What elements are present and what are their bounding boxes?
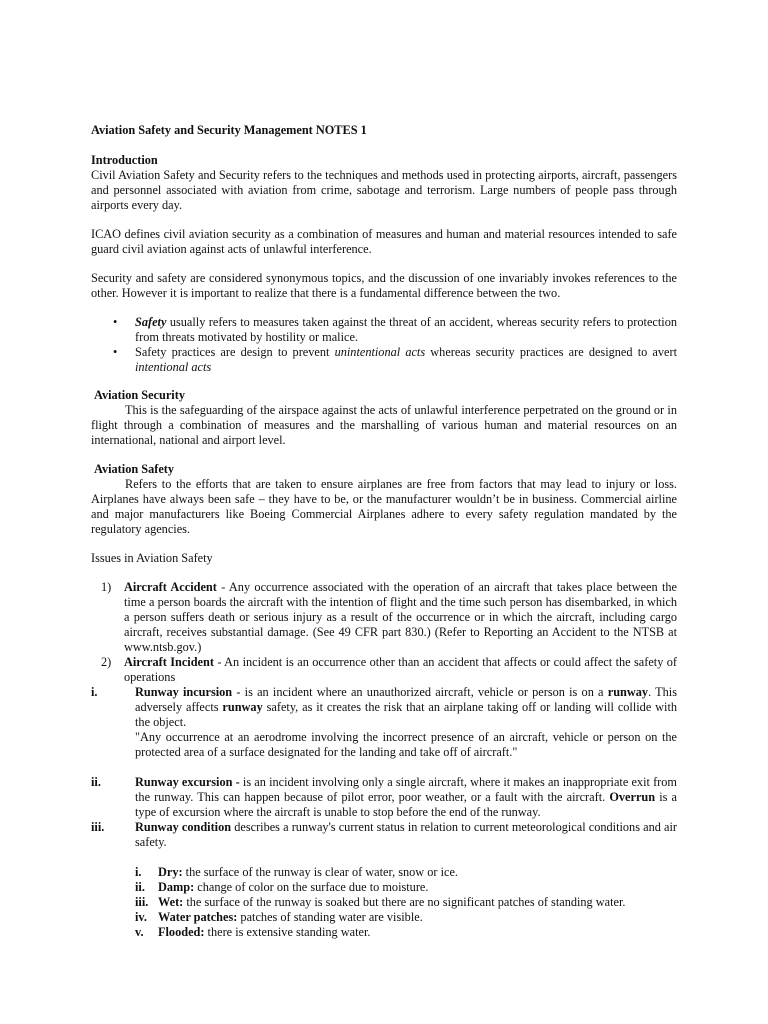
incident-number: iii. bbox=[91, 820, 105, 834]
incident-types-list bbox=[91, 685, 677, 850]
incident-quote: "Any occurrence at an aerodrome involving the incorrect presence of an aircraft, vehicle or person on the protected area of a surface designated for the landing and take off of aircraft." bbox=[135, 730, 677, 759]
incident-text: - is an incident where an unauthorized aircraft, vehicle or person is on a bbox=[232, 685, 608, 699]
incident-text: is an incident involving only a single aircraft, where it makes an inappropriate exit from the runway. This can happen because of pilot error, poor weather, or a fault with the aircraft. bbox=[135, 775, 677, 804]
bullet-text: Safety practices are design to prevent bbox=[135, 345, 335, 359]
incident-term: Runway incursion bbox=[135, 685, 233, 699]
condition-term: Dry: bbox=[158, 865, 183, 879]
incident-term: Runway condition bbox=[135, 820, 232, 834]
safety-paragraph: Refers to the efforts that are taken to ensure airplanes are free from factors that may lead to injury or loss. Airplanes have always been safe – they have to be, or the manufacturer wouldn’t be in business. Commercial airline and major manufacturers like Boeing Commercial Airplanes adhere to every safety regulation mandated by the regulatory agencies. bbox=[91, 477, 677, 536]
condition-text: change of color on the surface due to moisture. bbox=[194, 880, 429, 894]
issues-heading: Issues in Aviation Safety bbox=[91, 551, 213, 565]
bullet-term: Safety bbox=[135, 315, 167, 329]
incident-item bbox=[91, 685, 677, 760]
incident-bold: runway bbox=[222, 700, 263, 714]
document-body bbox=[91, 123, 677, 940]
bullet-item bbox=[91, 345, 677, 375]
bullet-emphasis: intentional acts bbox=[135, 360, 212, 374]
issue-text: - An incident is an occurrence other than an accident that affects or could affect the safety of operations bbox=[124, 655, 678, 684]
condition-item bbox=[91, 880, 677, 895]
condition-number: v. bbox=[135, 925, 144, 939]
condition-text: patches of standing water are visible. bbox=[237, 910, 423, 924]
issue-term: Aircraft Incident bbox=[124, 655, 214, 669]
intro-paragraph-1: Civil Aviation Safety and Security refers to the techniques and methods used in protecting airports, aircraft, passengers and personnel associated with aviation from crime, sabotage and terrorism. Large numbers of people pass through airports every day. bbox=[91, 168, 677, 212]
condition-item bbox=[91, 910, 677, 925]
condition-text: there is extensive standing water. bbox=[204, 925, 371, 939]
incident-term: Runway excursion - bbox=[135, 775, 240, 789]
security-heading: Aviation Security bbox=[94, 388, 185, 402]
bullet-text: usually refers to measures taken against the threat of an accident, whereas security refers to protection from threats motivated by hostility or malice. bbox=[135, 315, 677, 344]
condition-text: the surface of the runway is soaked but there are no significant patches of standing water. bbox=[183, 895, 626, 909]
issue-item bbox=[91, 655, 677, 685]
condition-term: Damp: bbox=[158, 880, 195, 894]
safety-heading: Aviation Safety bbox=[94, 462, 175, 476]
intro-heading: Introduction bbox=[91, 153, 158, 167]
issues-list bbox=[91, 580, 677, 685]
bullet-dot: • bbox=[113, 345, 118, 359]
issue-number: 2) bbox=[101, 655, 112, 669]
condition-item bbox=[91, 895, 677, 910]
incident-text: . This adversely affects bbox=[135, 685, 677, 714]
security-paragraph: This is the safeguarding of the airspace against the acts of unlawful interference perpetrated on the ground or in flight through a combination of measures and the marshalling of various human and material resources on an international, national and airport level. bbox=[91, 403, 677, 447]
condition-item bbox=[91, 865, 677, 880]
incident-bold: runway bbox=[607, 685, 649, 699]
intro-paragraph-3: Security and safety are considered synonymous topics, and the discussion of one invariably invokes references to the other. However it is important to realize that there is a fundamental difference between the two. bbox=[91, 271, 677, 300]
incident-number: i. bbox=[91, 685, 98, 699]
intro-paragraph-2: ICAO defines civil aviation security as a combination of measures and human and material resources intended to safe guard civil aviation against acts of unlawful interference. bbox=[91, 227, 677, 256]
incident-item bbox=[91, 820, 677, 850]
issue-term: Aircraft Accident bbox=[124, 580, 217, 594]
condition-text: the surface of the runway is clear of water, snow or ice. bbox=[182, 865, 458, 879]
incident-number: ii. bbox=[91, 775, 101, 789]
runway-conditions-list bbox=[91, 865, 677, 940]
issue-number: 1) bbox=[101, 580, 112, 594]
incident-text: is a type of excursion where the aircraft is unable to stop before the end of the runway. bbox=[135, 790, 677, 819]
incident-item bbox=[91, 775, 677, 820]
incident-text: describes a runway's current status in relation to current meteorological conditions and air safety. bbox=[135, 820, 677, 849]
condition-number: iv. bbox=[135, 910, 147, 924]
bullet-emphasis: unintentional acts bbox=[334, 345, 426, 359]
bullet-text: whereas security practices are designed to avert bbox=[425, 345, 677, 359]
bullet-dot: • bbox=[113, 315, 118, 329]
document-title: Aviation Safety and Security Management NOTES 1 bbox=[91, 123, 367, 137]
incident-bold: Overrun bbox=[609, 790, 656, 804]
condition-term: Flooded: bbox=[158, 925, 205, 939]
condition-number: iii. bbox=[135, 895, 149, 909]
condition-item bbox=[91, 925, 677, 940]
safety-security-bullets bbox=[91, 315, 677, 375]
issue-text: - Any occurrence associated with the operation of an aircraft that takes place between the time a person boards the aircraft with the intention of flight and the time such person has disembarked, in which a person suffers death or serious injury as a result of the occurrence or in which the aircraft, including cargo aircraft, receives substantial damage. (See 49 CFR part 830.) (Refer to Reporting an Accident to the NTSB at www.ntsb.gov.) bbox=[124, 580, 677, 654]
bullet-item bbox=[91, 315, 677, 345]
issue-item bbox=[91, 580, 677, 655]
condition-number: i. bbox=[135, 865, 142, 879]
condition-term: Water patches: bbox=[158, 910, 238, 924]
incident-text: safety, as it creates the risk that an airplane taking off or landing will collide with the object. bbox=[135, 700, 678, 729]
condition-number: ii. bbox=[135, 880, 145, 894]
condition-term: Wet: bbox=[158, 895, 184, 909]
